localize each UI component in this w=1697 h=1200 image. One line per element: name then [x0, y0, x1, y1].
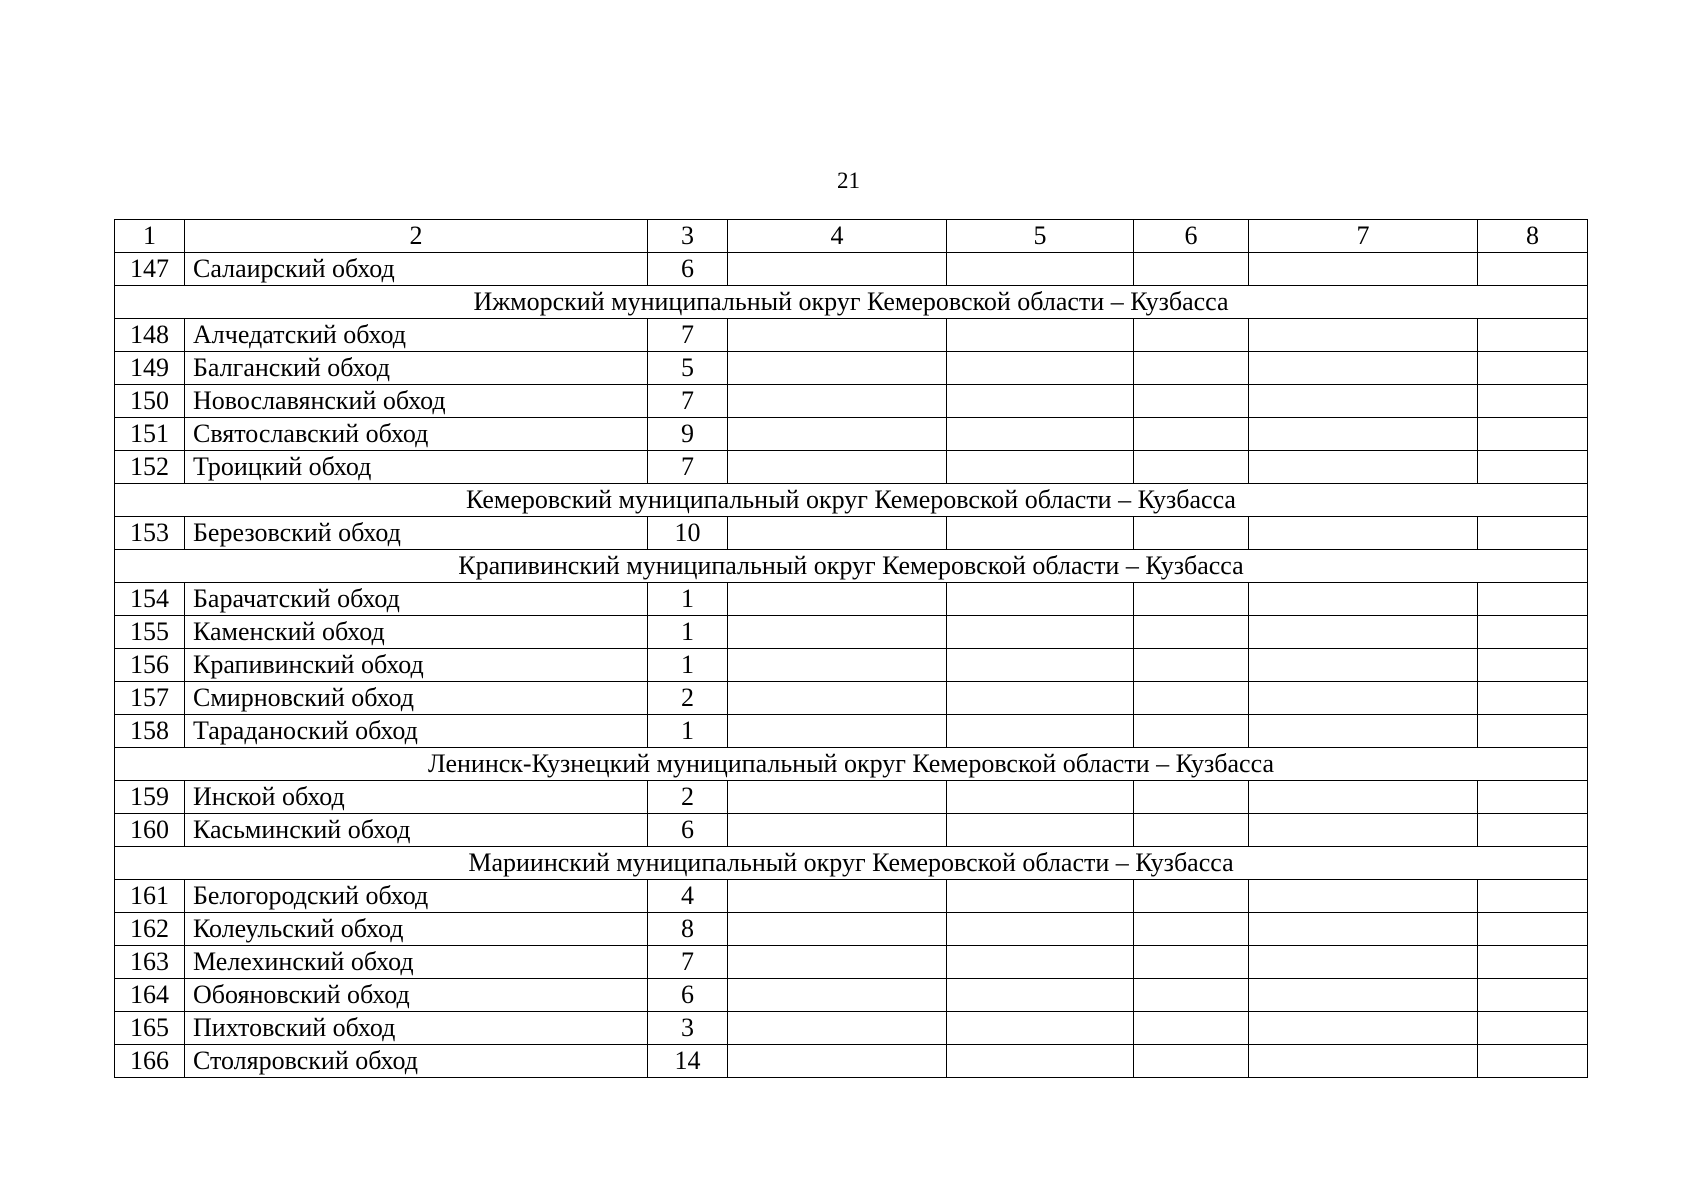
empty-cell-col-4: [728, 418, 947, 451]
empty-cell-col-6: [1134, 583, 1249, 616]
empty-cell-col-4: [728, 352, 947, 385]
table-row: [115, 682, 1588, 715]
empty-cell-col-6: [1134, 418, 1249, 451]
empty-cell-col-7: [1249, 814, 1478, 847]
row-number-cell: 164: [115, 979, 185, 1012]
forestry-name-cell: Алчедатский обход: [185, 319, 648, 352]
empty-cell-col-5: [947, 1012, 1134, 1045]
district-heading: Мариинский муниципальный округ Кемеровской области – Кузбасса: [115, 847, 1588, 880]
row-number-cell: 147: [115, 253, 185, 286]
row-number-cell: 162: [115, 913, 185, 946]
row-number-cell: 153: [115, 517, 185, 550]
empty-cell-col-7: [1249, 385, 1478, 418]
empty-cell-col-4: [728, 451, 947, 484]
empty-cell-col-5: [947, 682, 1134, 715]
empty-cell-col-5: [947, 253, 1134, 286]
table-row: [115, 253, 1588, 286]
empty-cell-col-6: [1134, 616, 1249, 649]
empty-cell-col-6: [1134, 979, 1249, 1012]
empty-cell-col-7: [1249, 583, 1478, 616]
empty-cell-col-6: [1134, 1012, 1249, 1045]
empty-cell-col-8: [1478, 418, 1588, 451]
empty-cell-col-5: [947, 418, 1134, 451]
table-row: [115, 946, 1588, 979]
table-row: [115, 319, 1588, 352]
empty-cell-col-7: [1249, 946, 1478, 979]
empty-cell-col-5: [947, 616, 1134, 649]
forestry-name-cell: Новославянский обход: [185, 385, 648, 418]
column-number-row: [115, 220, 1588, 253]
district-heading: Крапивинский муниципальный округ Кемеровской области – Кузбасса: [115, 550, 1588, 583]
empty-cell-col-8: [1478, 352, 1588, 385]
empty-cell-col-4: [728, 979, 947, 1012]
empty-cell-col-5: [947, 1045, 1134, 1078]
forestry-name-cell: Троицкий обход: [185, 451, 648, 484]
row-number-cell: 149: [115, 352, 185, 385]
empty-cell-col-5: [947, 781, 1134, 814]
empty-cell-col-4: [728, 946, 947, 979]
table-row: [115, 913, 1588, 946]
district-heading-row: [115, 286, 1588, 319]
district-heading-row: [115, 847, 1588, 880]
quantity-cell: 7: [648, 451, 728, 484]
row-number-cell: 157: [115, 682, 185, 715]
empty-cell-col-8: [1478, 517, 1588, 550]
row-number-cell: 166: [115, 1045, 185, 1078]
empty-cell-col-6: [1134, 814, 1249, 847]
table-row: [115, 385, 1588, 418]
empty-cell-col-8: [1478, 1012, 1588, 1045]
empty-cell-col-6: [1134, 880, 1249, 913]
empty-cell-col-8: [1478, 451, 1588, 484]
row-number-cell: 152: [115, 451, 185, 484]
forestry-name-cell: Салаирский обход: [185, 253, 648, 286]
empty-cell-col-4: [728, 649, 947, 682]
empty-cell-col-6: [1134, 715, 1249, 748]
empty-cell-col-8: [1478, 913, 1588, 946]
empty-cell-col-5: [947, 451, 1134, 484]
district-heading-row: [115, 550, 1588, 583]
empty-cell-col-5: [947, 946, 1134, 979]
table-row: [115, 814, 1588, 847]
quantity-cell: 7: [648, 319, 728, 352]
empty-cell-col-8: [1478, 385, 1588, 418]
empty-cell-col-7: [1249, 913, 1478, 946]
empty-cell-col-4: [728, 1012, 947, 1045]
empty-cell-col-8: [1478, 814, 1588, 847]
empty-cell-col-5: [947, 880, 1134, 913]
empty-cell-col-8: [1478, 1045, 1588, 1078]
row-number-cell: 158: [115, 715, 185, 748]
empty-cell-col-6: [1134, 682, 1249, 715]
empty-cell-col-8: [1478, 649, 1588, 682]
table-row: [115, 352, 1588, 385]
forestry-name-cell: Тараданоский обход: [185, 715, 648, 748]
forestry-name-cell: Инской обход: [185, 781, 648, 814]
quantity-cell: 14: [648, 1045, 728, 1078]
table-row: [115, 781, 1588, 814]
row-number-cell: 151: [115, 418, 185, 451]
empty-cell-col-7: [1249, 616, 1478, 649]
empty-cell-col-7: [1249, 352, 1478, 385]
empty-cell-col-7: [1249, 715, 1478, 748]
row-number-cell: 156: [115, 649, 185, 682]
empty-cell-col-7: [1249, 1045, 1478, 1078]
quantity-cell: 8: [648, 913, 728, 946]
empty-cell-col-7: [1249, 880, 1478, 913]
quantity-cell: 7: [648, 946, 728, 979]
empty-cell-col-5: [947, 319, 1134, 352]
column-header: 7: [1249, 220, 1478, 253]
empty-cell-col-8: [1478, 583, 1588, 616]
empty-cell-col-8: [1478, 979, 1588, 1012]
quantity-cell: 2: [648, 781, 728, 814]
column-header: 8: [1478, 220, 1588, 253]
empty-cell-col-8: [1478, 682, 1588, 715]
quantity-cell: 6: [648, 253, 728, 286]
forestry-name-cell: Мелехинский обход: [185, 946, 648, 979]
empty-cell-col-4: [728, 385, 947, 418]
empty-cell-col-6: [1134, 319, 1249, 352]
empty-cell-col-6: [1134, 385, 1249, 418]
forestry-name-cell: Смирновский обход: [185, 682, 648, 715]
quantity-cell: 7: [648, 385, 728, 418]
row-number-cell: 154: [115, 583, 185, 616]
district-heading-row: [115, 484, 1588, 517]
forestry-name-cell: Пихтовский обход: [185, 1012, 648, 1045]
empty-cell-col-5: [947, 517, 1134, 550]
empty-cell-col-6: [1134, 253, 1249, 286]
empty-cell-col-8: [1478, 781, 1588, 814]
forestry-name-cell: Крапивинский обход: [185, 649, 648, 682]
forestry-name-cell: Барачатский обход: [185, 583, 648, 616]
empty-cell-col-7: [1249, 451, 1478, 484]
quantity-cell: 5: [648, 352, 728, 385]
row-number-cell: 161: [115, 880, 185, 913]
forestry-name-cell: Касьминский обход: [185, 814, 648, 847]
empty-cell-col-7: [1249, 1012, 1478, 1045]
empty-cell-col-4: [728, 781, 947, 814]
empty-cell-col-4: [728, 583, 947, 616]
column-header: 4: [728, 220, 947, 253]
district-heading: Ленинск-Кузнецкий муниципальный округ Кемеровской области – Кузбасса: [115, 748, 1588, 781]
empty-cell-col-5: [947, 715, 1134, 748]
empty-cell-col-5: [947, 352, 1134, 385]
table-body: [115, 220, 1588, 1078]
forestry-name-cell: Каменский обход: [185, 616, 648, 649]
row-number-cell: 159: [115, 781, 185, 814]
empty-cell-col-8: [1478, 616, 1588, 649]
table-row: [115, 517, 1588, 550]
table-row: [115, 451, 1588, 484]
empty-cell-col-5: [947, 385, 1134, 418]
table-row: [115, 418, 1588, 451]
district-heading: Ижморский муниципальный округ Кемеровской области – Кузбасса: [115, 286, 1588, 319]
quantity-cell: 1: [648, 715, 728, 748]
empty-cell-col-6: [1134, 781, 1249, 814]
empty-cell-col-5: [947, 814, 1134, 847]
empty-cell-col-6: [1134, 913, 1249, 946]
empty-cell-col-5: [947, 979, 1134, 1012]
table-row: [115, 1045, 1588, 1078]
column-header: 5: [947, 220, 1134, 253]
column-header: 6: [1134, 220, 1249, 253]
table-row: [115, 1012, 1588, 1045]
forestry-name-cell: Столяровский обход: [185, 1045, 648, 1078]
empty-cell-col-7: [1249, 682, 1478, 715]
column-header: 2: [185, 220, 648, 253]
empty-cell-col-7: [1249, 649, 1478, 682]
empty-cell-col-7: [1249, 781, 1478, 814]
column-header: 1: [115, 220, 185, 253]
quantity-cell: 6: [648, 979, 728, 1012]
row-number-cell: 160: [115, 814, 185, 847]
empty-cell-col-4: [728, 913, 947, 946]
empty-cell-col-4: [728, 616, 947, 649]
empty-cell-col-6: [1134, 946, 1249, 979]
district-heading-row: [115, 748, 1588, 781]
district-heading: Кемеровский муниципальный округ Кемеровской области – Кузбасса: [115, 484, 1588, 517]
empty-cell-col-5: [947, 583, 1134, 616]
quantity-cell: 1: [648, 583, 728, 616]
quantity-cell: 2: [648, 682, 728, 715]
quantity-cell: 9: [648, 418, 728, 451]
empty-cell-col-4: [728, 517, 947, 550]
empty-cell-col-6: [1134, 352, 1249, 385]
empty-cell-col-4: [728, 715, 947, 748]
empty-cell-col-4: [728, 880, 947, 913]
empty-cell-col-4: [728, 682, 947, 715]
quantity-cell: 3: [648, 1012, 728, 1045]
row-number-cell: 148: [115, 319, 185, 352]
table-row: [115, 583, 1588, 616]
empty-cell-col-7: [1249, 517, 1478, 550]
forestry-name-cell: Березовский обход: [185, 517, 648, 550]
empty-cell-col-4: [728, 1045, 947, 1078]
forestry-name-cell: Балганский обход: [185, 352, 648, 385]
row-number-cell: 155: [115, 616, 185, 649]
table-row: [115, 616, 1588, 649]
empty-cell-col-7: [1249, 253, 1478, 286]
empty-cell-col-5: [947, 649, 1134, 682]
table-row: [115, 715, 1588, 748]
forestry-name-cell: Колеульский обход: [185, 913, 648, 946]
forestry-name-cell: Белогородский обход: [185, 880, 648, 913]
empty-cell-col-8: [1478, 880, 1588, 913]
empty-cell-col-4: [728, 253, 947, 286]
quantity-cell: 1: [648, 616, 728, 649]
empty-cell-col-6: [1134, 451, 1249, 484]
forest-districts-table: [114, 219, 1588, 1078]
row-number-cell: 150: [115, 385, 185, 418]
empty-cell-col-8: [1478, 946, 1588, 979]
empty-cell-col-7: [1249, 418, 1478, 451]
empty-cell-col-4: [728, 319, 947, 352]
column-header: 3: [648, 220, 728, 253]
empty-cell-col-6: [1134, 1045, 1249, 1078]
row-number-cell: 163: [115, 946, 185, 979]
empty-cell-col-7: [1249, 979, 1478, 1012]
empty-cell-col-5: [947, 913, 1134, 946]
page-number: 21: [837, 168, 860, 193]
row-number-cell: 165: [115, 1012, 185, 1045]
empty-cell-col-6: [1134, 649, 1249, 682]
forestry-name-cell: Обояновский обход: [185, 979, 648, 1012]
forestry-name-cell: Святославский обход: [185, 418, 648, 451]
quantity-cell: 4: [648, 880, 728, 913]
empty-cell-col-7: [1249, 319, 1478, 352]
empty-cell-col-8: [1478, 253, 1588, 286]
empty-cell-col-8: [1478, 715, 1588, 748]
table-row: [115, 880, 1588, 913]
table-row: [115, 649, 1588, 682]
quantity-cell: 1: [648, 649, 728, 682]
quantity-cell: 6: [648, 814, 728, 847]
quantity-cell: 10: [648, 517, 728, 550]
table-row: [115, 979, 1588, 1012]
empty-cell-col-6: [1134, 517, 1249, 550]
empty-cell-col-4: [728, 814, 947, 847]
empty-cell-col-8: [1478, 319, 1588, 352]
